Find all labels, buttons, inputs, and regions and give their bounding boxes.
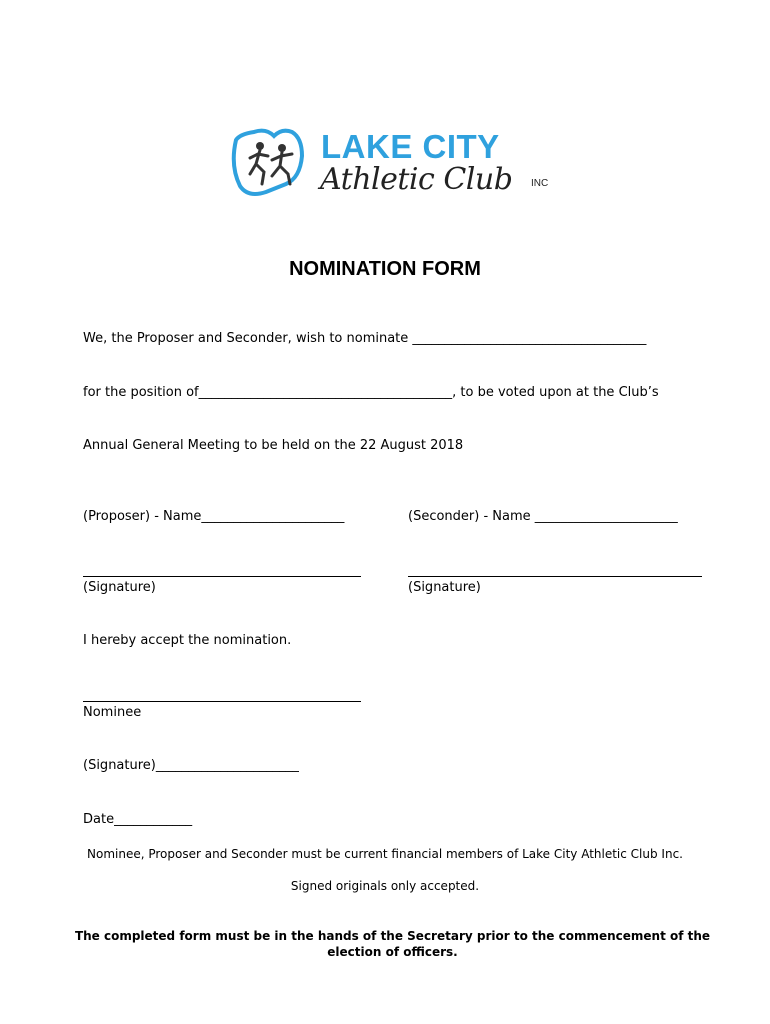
nominate-line: We, the Proposer and Seconder, wish to nominate ____________________________________ <box>83 331 647 346</box>
nominee-signature-field: (Signature)______________________ <box>83 758 299 773</box>
logo-inc: INC <box>531 178 549 189</box>
meeting-line: Annual General Meeting to be held on the 22 August 2018 <box>83 438 464 453</box>
seconder-signature-label: (Signature) <box>408 580 481 595</box>
nominee-name-rule <box>83 701 361 702</box>
proposer-signature-label: (Signature) <box>83 580 156 595</box>
deadline-note: The completed form must be in the hands of the Secretary prior to the commencement of the election of officers. <box>74 929 711 959</box>
form-title: NOMINATION FORM <box>289 258 481 280</box>
nominee-label: Nominee <box>83 705 142 720</box>
proposer-signature-rule <box>83 576 361 577</box>
membership-note: Nominee, Proposer and Seconder must be current financial members of Lake City Athletic Club Inc. <box>87 847 683 861</box>
originals-note: Signed originals only accepted. <box>290 879 480 893</box>
proposer-name-field: (Proposer) - Name______________________ <box>83 509 345 524</box>
logo-name-line: LAKE CITY <box>321 128 500 165</box>
seconder-name-field: (Seconder) - Name ______________________ <box>408 509 678 524</box>
date-field: Date____________ <box>83 812 193 827</box>
logo-script-line: Athletic Club <box>320 162 513 197</box>
acceptance-statement: I hereby accept the nomination. <box>83 633 292 648</box>
seconder-signature-rule <box>408 576 702 577</box>
runners-emblem-icon <box>226 126 321 202</box>
position-line: for the position of_______________________________________, to be voted upon at the Club’s <box>83 385 659 400</box>
club-logo <box>226 126 566 202</box>
